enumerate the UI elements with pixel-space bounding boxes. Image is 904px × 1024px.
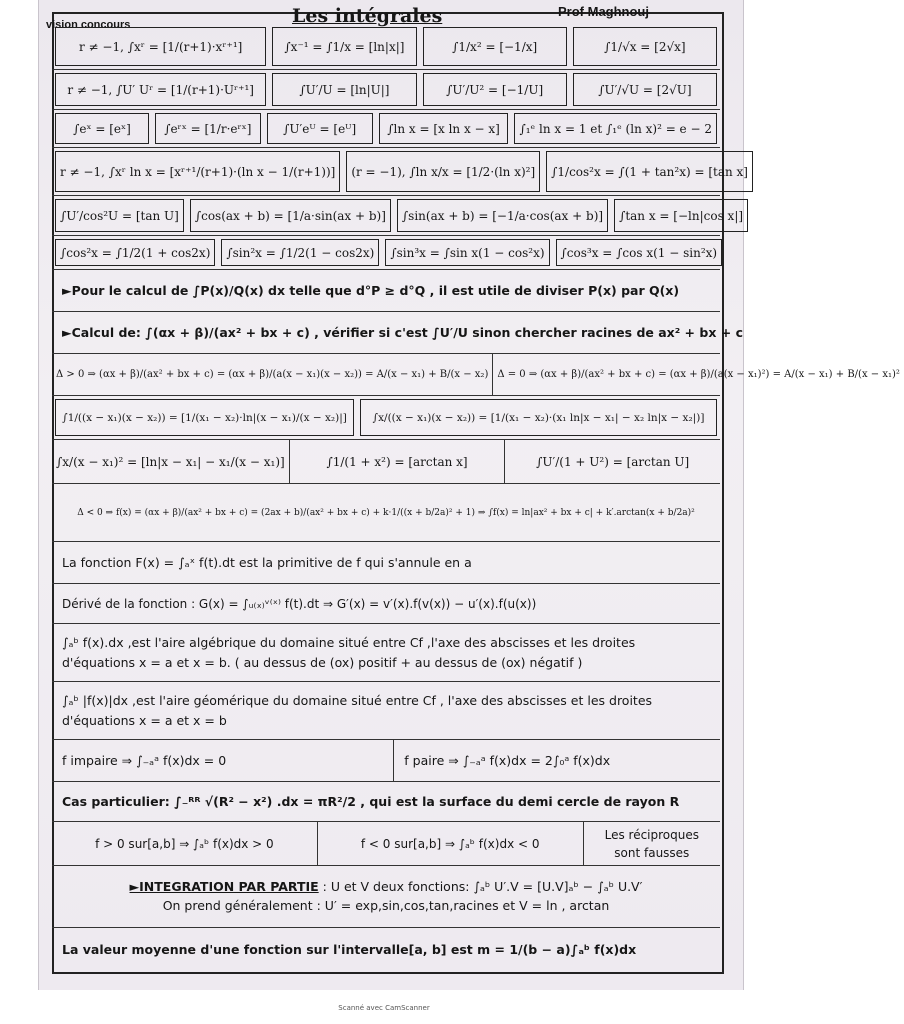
formula-row-1 <box>52 24 720 70</box>
derivative-row <box>52 584 720 624</box>
formula-cell: (r = −1), ∫ln x/x = [1/2·(ln x)²] <box>346 151 540 192</box>
algebraic-area-line-2: d'équations x = a et x = b. ( au dessus de (ox) positif + au dessus de (ox) négatif ) <box>62 654 583 670</box>
positive-function-cell: f > 0 sur[a,b] ⇒ ∫ₐᵇ f(x)dx > 0 <box>52 822 318 865</box>
integration-by-parts-cell <box>52 866 720 927</box>
formula-cell: ∫cos²x = ∫1/2(1 + cos2x) <box>55 239 215 266</box>
delta-negative-cell: Δ < 0 ⇒ f(x) = (αx + β)/(ax² + bx + c) = (2ax + b)/(ax² + bx + c) + k·1/((x + b/2a)² + 1) ⇒ ∫f(x) = ln|ax² + bx + c| + k′.arctan(x + b/2a)² <box>77 507 695 518</box>
formula-cell: ∫1/cos²x = ∫(1 + tan²x) = [tan x] <box>546 151 753 192</box>
formula-cell: ∫cos³x = ∫cos x(1 − sin²x) <box>556 239 723 266</box>
formula-cell: ∫eˣ = [eˣ] <box>55 113 149 144</box>
formula-cell: ∫U′/(1 + U²) = [arctan U] <box>536 454 690 469</box>
geometric-area-line-2: d'équations x = a et x = b <box>62 712 227 728</box>
algebraic-area-cell <box>52 624 720 681</box>
integration-by-parts-line-1 <box>130 878 643 897</box>
formula-cell: ∫1/((x − x₁)(x − x₂)) = [1/(x₁ − x₂)·ln|(x − x₁)/(x − x₂)|] <box>55 399 354 436</box>
header-left: vision concours <box>46 19 131 31</box>
delta-zero-cell: Δ = 0 ⇒ (αx + β)/(ax² + bx + c) = (αx + β)/(a(x − x₁)²) = A/(x − x₁) + B/(x − x₁)² <box>497 369 900 380</box>
algebraic-area-line-1: ∫ₐᵇ f(x).dx ,est l'aire algébrique du domaine situé entre Cf ,l'axe des abscisses et les droites <box>62 635 636 651</box>
partial-fractions-row <box>52 396 720 440</box>
negative-function-cell: f < 0 sur[a,b] ⇒ ∫ₐᵇ f(x)dx < 0 <box>318 822 584 865</box>
formula-row-2 <box>52 70 720 110</box>
page-title: Les intégrales <box>292 5 443 27</box>
formula-cell: ∫1/x² = [−1/x] <box>423 27 567 66</box>
mean-value-row <box>52 928 720 970</box>
converse-note-cell <box>584 822 720 865</box>
formula-cell: ∫cos(ax + b) = [1/a·sin(ax + b)] <box>190 199 391 232</box>
formula-row-5 <box>52 196 744 236</box>
delta-positive-cell: Δ > 0 ⇒ (αx + β)/(ax² + bx + c) = (αx + β)/(a(x − x₁)(x − x₂)) = A/(x − x₁) + B/(x − x₂) <box>52 354 493 395</box>
formula-row-3 <box>52 110 720 148</box>
formula-cell: ∫U′/cos²U = [tan U] <box>55 199 184 232</box>
special-case-cell: Cas particulier: ∫₋ᴿᴿ √(R² − x²) .dx = πR²/2 , qui est la surface du demi cercle de rayon R <box>62 794 680 809</box>
rational-integral-note: ►Calcul de: ∫(αx + β)/(ax² + bx + c) , vérifier si c'est ∫U′/U sinon chercher racines de ax² + bx + c <box>62 325 743 340</box>
formula-cell: ∫sin(ax + b) = [−1/a·cos(ax + b)] <box>397 199 608 232</box>
geometric-area-line-1: ∫ₐᵇ |f(x)|dx ,est l'aire géomérique du domaine situé entre Cf , l'axe des abscisses et les droites <box>62 693 653 709</box>
formula-cell: ∫x⁻¹ = ∫1/x = [ln|x|] <box>272 27 416 66</box>
formula-cell: r ≠ −1, ∫xʳ ln x = [xʳ⁺¹/(r+1)·(ln x − 1/(r+1))] <box>55 151 340 192</box>
special-case-row <box>52 782 720 822</box>
delta-cases-row <box>52 354 900 396</box>
parity-row <box>52 740 720 782</box>
formula-cell: ∫1/√x = [2√x] <box>573 27 717 66</box>
formula-cell: ∫tan x = [−ln|cos x|] <box>614 199 748 232</box>
formula-cell: ∫ln x = [x ln x − x] <box>379 113 509 144</box>
formula-cell: ∫U′/√U = [2√U] <box>573 73 717 106</box>
formula-row-6 <box>52 236 720 270</box>
geometric-area-cell <box>52 682 720 739</box>
formula-cell: ∫sin³x = ∫sin x(1 − cos²x) <box>385 239 549 266</box>
formula-cell: ∫U′/U = [ln|U|] <box>272 73 416 106</box>
integration-by-parts-heading: ►INTEGRATION PAR PARTIE <box>129 878 319 894</box>
converse-note-line-2: sont fausses <box>614 845 690 860</box>
arctan-row <box>52 440 720 484</box>
odd-function-cell: f impaire ⇒ ∫₋ₐᵃ f(x)dx = 0 <box>52 740 394 781</box>
header-right: Prof Maghnouj <box>558 4 649 19</box>
rational-division-note: ►Pour le calcul de ∫P(x)/Q(x) dx telle que d°P ≥ d°Q , il est utile de diviser P(x) par Q(x) <box>62 283 680 298</box>
formula-cell: ∫sin²x = ∫1/2(1 − cos2x) <box>221 239 379 266</box>
mean-value-cell: La valeur moyenne d'une fonction sur l'intervalle[a, b] est m = 1/(b − a)∫ₐᵇ f(x)dx <box>62 941 637 957</box>
rational-division-row <box>52 270 720 312</box>
formula-cell: ∫x/((x − x₁)(x − x₂)) = [1/(x₁ − x₂)·(x₁ ln|x − x₁| − x₂ ln|x − x₂|)] <box>360 399 717 436</box>
integration-by-parts-line-2: On prend généralement : U′ = exp,sin,cos,tan,racines et V = ln , arctan <box>162 897 610 913</box>
geometric-area-row <box>52 682 720 740</box>
integration-by-parts-formula: : U et V deux fonctions: ∫ₐᵇ U′.V = [U.V]ₐᵇ − ∫ₐᵇ U.V′ <box>318 878 643 894</box>
primitive-definition: La fonction F(x) = ∫ₐˣ f(t).dt est la primitive de f qui s'annule en a <box>62 555 472 570</box>
rational-integral-row <box>52 312 743 354</box>
formula-cell: r ≠ −1, ∫U′ Uʳ = [1/(r+1)·Uʳ⁺¹] <box>55 73 266 106</box>
primitive-row <box>52 542 720 584</box>
formula-cell: ∫x/(x − x₁)² = [ln|x − x₁| − x₁/(x − x₁)] <box>52 440 290 483</box>
sign-row <box>52 822 720 866</box>
formula-cell: ∫eʳˣ = [1/r·eʳˣ] <box>155 113 261 144</box>
algebraic-area-row <box>52 624 720 682</box>
formula-cell: ∫U′/U² = [−1/U] <box>423 73 567 106</box>
converse-note-line-1: Les réciproques <box>604 827 699 842</box>
scanner-footer: Scanné avec CamScanner <box>338 1004 430 1012</box>
integration-by-parts-row <box>52 866 720 928</box>
formula-cell: ∫₁ᵉ ln x = 1 et ∫₁ᵉ (ln x)² = e − 2 <box>514 113 717 144</box>
derivative-definition: Dérivé de la fonction : G(x) = ∫ᵤ₍ₓ₎ᵛ⁽ˣ⁾ f(t).dt ⇒ G′(x) = v′(x).f(v(x)) − u′(x).f(u(x)) <box>62 596 537 611</box>
formula-cell: ∫1/(1 + x²) = [arctan x] <box>290 440 506 483</box>
delta-negative-row <box>52 484 720 542</box>
formula-row-4 <box>52 148 748 196</box>
formula-cell: ∫U′eᵁ = [eᵁ] <box>267 113 373 144</box>
even-function-cell: f paire ⇒ ∫₋ₐᵃ f(x)dx = 2∫₀ᵃ f(x)dx <box>404 753 611 768</box>
formula-cell: r ≠ −1, ∫xʳ = [1/(r+1)·xʳ⁺¹] <box>55 27 266 66</box>
